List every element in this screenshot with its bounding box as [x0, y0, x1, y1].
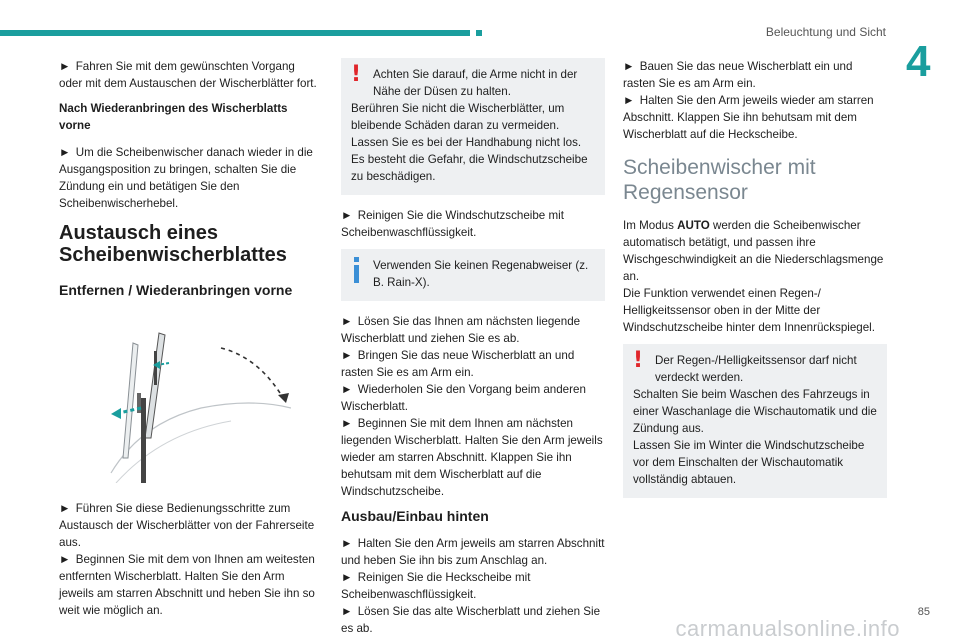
warning-text: Lassen Sie im Winter die Windschutzscheibe vor dem Einschalten der Wischautomatik vollständig abtauen.	[633, 439, 865, 486]
arrow-bullet-icon: ►	[341, 605, 353, 618]
instruction-paragraph: ► Fahren Sie mit dem gewünschten Vorgang oder mit dem Austauschen der Wischerblätter fort.	[59, 60, 317, 90]
instruction-paragraph: ► Bringen Sie das neue Wischerblatt an und rasten Sie es am Arm ein.	[341, 349, 575, 379]
instruction-paragraph: ► Halten Sie den Arm jeweils am starren Abschnitt und heben Sie ihn bis zum Anschlag an.	[341, 537, 605, 567]
chapter-progress-marker	[476, 30, 482, 36]
instruction-paragraph: ► Reinigen Sie die Windschutzscheibe mit Scheibenwaschflüssigkeit.	[341, 209, 564, 239]
info-text: Verwenden Sie keinen Regenabweiser (z. B. Rain-X).	[373, 259, 589, 289]
step-label: Nach Wiederanbringen des Wischerblatts vorne	[59, 102, 288, 132]
chapter-number: 4	[906, 37, 931, 86]
body-paragraph: Die Funktion verwendet einen Regen-/ Helligkeitssensor oben in der Mitte der Windschutzscheibe hinter dem Innenrückspiegel.	[623, 287, 875, 334]
arrow-bullet-icon: ►	[341, 209, 353, 222]
watermark: carmanualsonline.info	[675, 616, 900, 640]
warning-text: Berühren Sie nicht die Wischerblätter, um bleibende Schäden daran zu vermeiden.	[351, 102, 565, 132]
page-number: 85	[917, 606, 930, 618]
instruction-paragraph: ► Lösen Sie das Ihnen am nächsten liegende Wischerblatt und ziehen Sie es ab.	[341, 315, 581, 345]
arrow-bullet-icon: ►	[59, 502, 71, 515]
instruction-paragraph: ► Lösen Sie das alte Wischerblatt und ziehen Sie es ab.	[341, 605, 601, 635]
body-paragraph: Im Modus AUTO werden die Scheibenwischer automatisch betätigt, und passen ihre Wischgeschwindigkeit an die Niederschlagsmenge an.	[623, 219, 884, 283]
section-title: Austausch eines Scheibenwischerblattes	[59, 222, 287, 266]
arrow-bullet-icon: ►	[623, 60, 635, 73]
arrow-bullet-icon: ►	[623, 94, 635, 107]
column-right	[623, 58, 887, 510]
instruction-paragraph: ► Beginnen Sie mit dem von Ihnen am weitesten entfernten Wischerblatt. Halten Sie den Arm jeweils am starren Abschnitt und heben Sie ihn so weit wie möglich an.	[59, 553, 315, 617]
arrow-bullet-icon: ►	[59, 60, 71, 73]
warning-icon: !	[633, 348, 644, 373]
section-title: Scheibenwischer mit Regensensor	[623, 156, 816, 204]
subsection-title: Entfernen / Wiederanbringen vorne	[59, 282, 293, 298]
subsection-title: Ausbau/Einbau hinten	[341, 508, 489, 524]
instruction-paragraph: ► Wiederholen Sie den Vorgang beim anderen Wischerblatt.	[341, 383, 586, 413]
info-box	[341, 249, 605, 301]
page-header-title: Beleuchtung und Sicht	[765, 25, 886, 39]
arrow-bullet-icon: ►	[59, 146, 71, 159]
arrow-bullet-icon: ►	[341, 571, 353, 584]
warning-text: Der Regen-/Helligkeitssensor darf nicht verdeckt werden.	[655, 354, 857, 384]
wiper-illustration	[81, 313, 291, 483]
warning-text: Achten Sie darauf, die Arme nicht in der Nähe der Düsen zu halten.	[373, 68, 578, 98]
instruction-paragraph: ► Halten Sie den Arm jeweils wieder am starren Abschnitt. Klappen Sie ihn behutsam mit dem Wischerblatt auf die Heckscheibe.	[623, 94, 874, 141]
warning-box	[623, 344, 887, 498]
instruction-paragraph: ► Bauen Sie das neue Wischerblatt ein und rasten Sie es am Arm ein.	[623, 60, 853, 90]
arrow-bullet-icon: ►	[341, 537, 353, 550]
arrow-bullet-icon: ►	[341, 349, 353, 362]
arrow-bullet-icon: ►	[341, 417, 353, 430]
chapter-progress-bar	[0, 30, 470, 36]
arrow-bullet-icon: ►	[341, 383, 353, 396]
warning-text: Schalten Sie beim Waschen des Fahrzeugs in einer Waschanlage die Wischautomatik und die Zündung aus.	[633, 388, 877, 435]
instruction-paragraph: ► Beginnen Sie mit dem Ihnen am nächsten liegenden Wischerblatt. Halten Sie den Arm jeweils wieder am starren Abschnitt. Klappen Sie ihn behutsam mit dem Wischerblatt auf die Windschutzscheibe.	[341, 417, 603, 498]
instruction-paragraph: ► Führen Sie diese Bedienungsschritte zum Austausch der Wischerblätter von der Fahrerseite aus.	[59, 502, 315, 549]
column-middle	[341, 58, 605, 640]
arrow-bullet-icon: ►	[341, 315, 353, 328]
warning-box	[341, 58, 605, 195]
warning-icon: !	[351, 62, 362, 87]
arrow-bullet-icon: ►	[59, 553, 71, 566]
info-icon	[352, 257, 361, 283]
instruction-paragraph: ► Um die Scheibenwischer danach wieder in die Ausgangsposition zu bringen, schalten Sie die Zündung ein und betätigen Sie den Scheibenwischerhebel.	[59, 146, 313, 210]
instruction-paragraph: ► Reinigen Sie die Heckscheibe mit Scheibenwaschflüssigkeit.	[341, 571, 531, 601]
warning-text: Lassen Sie es bei der Handhabung nicht los. Es besteht die Gefahr, die Windschutzscheibe zu beschädigen.	[351, 136, 588, 183]
auto-mode-label: AUTO	[677, 219, 710, 232]
column-left	[59, 58, 319, 627]
